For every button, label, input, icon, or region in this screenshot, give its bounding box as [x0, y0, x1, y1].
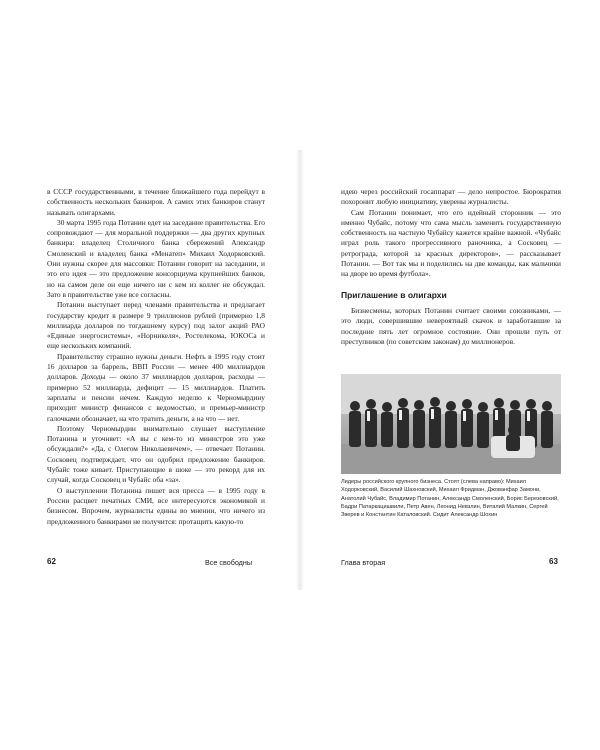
right-running-title: Глава вторая: [341, 558, 386, 567]
paragraph: идею через российский госаппарат — дело непростое. Бюрократия похоронит любую инициативу, уверены журналисты.: [341, 187, 561, 207]
paragraph: 30 марта 1995 года Потанин едет на заседание правительства. Его сопровождают — для моральной поддержки — два других крупных банкира: владелец Столичного банка сбережений Александр Смоленский и владелец банка «Менатеп» Михаил Ходорковский. Они нужны скорее для массовки: Потанин говорит на заседании, и это его идея — это предложение консорциума крупнейших банков, но на самом деле он еще ничего ни с кем из коллег не обсуждал. Зато в правительстве уже все согласны.: [47, 217, 265, 299]
paragraph: в СССР государственными, в течение ближайшего года перейдут в собственность нескольких банкиров. А самих этих банкиров станут называть олигархами.: [47, 187, 265, 217]
photo-caption: Лидеры российского крупного бизнеса. Стоят (слева направо): Михаил Ходорковский, Василий Шахновский, Михаил Фридман, Джованфар Замони, Анатолий Чубайс, Владимир Потанин, Александр Смоленский, Борис Березовский, Бадри Патаркацишвили, Петр Авен, Леонид Невзлин, Виталий Малкин, Сергей Зверев и Константин Каталовский. Сидит Александр Шохин: [341, 479, 559, 519]
right-page: [300, 0, 600, 750]
group-photo: [341, 374, 561, 474]
paragraph: Поэтому Черномырдин внимательно слушает выступление Потанина и уточняет: «А вы с кем-то из министров это уже обсуждали?» «Да, с Олегом Николаевичем», — отвечает Потанин. Сосковец подтверждает, что он одобрил предложение банкиров. Чубайс тоже кивает. Приступающие в шоке — это рекорд для их случай, когда Сосковец и Чубайс оба «за».: [47, 423, 265, 485]
paragraph: Потанин выступает перед членами правительства и предлагает государству кредит в размере 9 триллионов рублей (примерно 1,8 миллиарда долларов по тогдашнему курсу) под залог акций РАО «Единые энергосистемы», «Норникеля», Ростелекома, ЮКОСа и еще нескольких компаний.: [47, 300, 265, 351]
left-page-body: [47, 187, 265, 527]
paragraph: Бизнесмены, которых Потанин считает своими союзниками, — это люди, совершившие невероятный скачок и заработавшие за последние пять лет огромное состояние. Они прошли путь от преступников (по советским законам) до миллионеров.: [341, 306, 561, 346]
paragraph: О выступлении Потанина пишет вся пресса — в 1995 году в России расцвет печатных СМИ, все интересуются экономикой и бизнесом. Впрочем, журналисты едины во мнении, что ничего из предложенного банкирами не получится: протащить какую-то: [47, 485, 265, 526]
paragraph: Правительству страшно нужны деньги. Нефть в 1995 году стоит 16 долларов за баррель, ВВП России — менее 400 миллиардов долларов. Доходы — около 37 миллиардов долларов, расходы — примерно 52 миллиарда, дефицит — 15 миллиардов. Платить зарплаты и пенсии нечем. Каждую неделю к Черномырдину приходит министр финансов с ведомостью, и премьер-министр галочками обозначает, на что тратить деньги, а на что — нет.: [47, 351, 265, 423]
section-heading: Приглашение в олигархи: [341, 290, 447, 300]
paragraph: Сам Потанин понимает, что его идейный сторонник — это именно Чубайс, потому что сама мысль заменить государственную собственность на частную Чубайсу кажется крайне важной. «Чубайс играл роль такого прогрессивного раночника, а Сосковец — ретрограда, которой за красных директоров», — рассказывает Потанин. — Вот так мы и поделились на две команды, как мальчики на дворе во время футбола».: [341, 207, 561, 279]
left-running-title: Все свободны: [205, 558, 252, 567]
right-page-body: [341, 187, 561, 280]
group-photo-illustration: [341, 374, 561, 474]
section-body: [341, 306, 561, 347]
left-page-number: 62: [47, 557, 56, 566]
right-page-number: 63: [549, 557, 558, 566]
